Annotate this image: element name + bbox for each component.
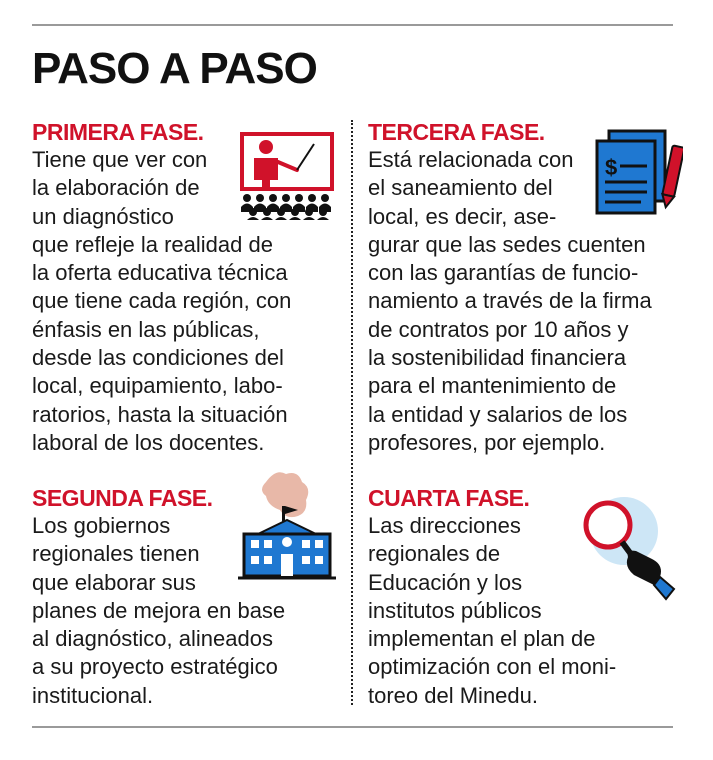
phase-text-line: regionales tienen (32, 541, 200, 567)
phase-text-line: Las direcciones (368, 513, 521, 538)
phase-text-line: al diagnóstico, alineados (32, 626, 273, 652)
phase-text-line: gurar que las sedes cuenten (368, 231, 646, 257)
phase-text-line: namiento a través de la firma (368, 288, 652, 314)
phase-text-line: la oferta educativa técnica (32, 260, 288, 286)
phase-text-line: el saneamiento del (368, 175, 553, 201)
page-title: PASO A PASO (32, 44, 317, 93)
contract-document-icon (591, 128, 683, 218)
phase-text-line: Tiene que ver con (32, 147, 208, 172)
phase-text-line: planes de mejora en base (32, 597, 286, 623)
phase-title: CUARTA FASE. (368, 485, 530, 511)
phase-text-line: la sostenibilidad financiera (368, 345, 627, 371)
phase-text-line: laboral de los docentes. (32, 429, 265, 455)
phase-text-line: local, es decir, ase- (368, 203, 557, 229)
phase-text-line: que elaborar sus (32, 569, 196, 595)
phase-text-line: con las garantías de funcio- (368, 260, 639, 286)
phase-text-line: profesores, por ejemplo. (368, 429, 606, 455)
phase-text-line: un diagnóstico (32, 203, 174, 229)
phase-text-line: Los gobiernos (32, 513, 171, 538)
bottom-rule (32, 726, 673, 728)
column-divider (351, 120, 353, 705)
phase-text-line: regionales de (368, 541, 501, 567)
phase-text-line: implementan el plan de (368, 626, 596, 652)
phase-text-line: institucional. (32, 682, 154, 708)
phase-text-line: a su proyecto estratégico (32, 654, 278, 680)
phase-text-line: institutos públicos (368, 597, 542, 623)
phase-text-line: local, equipamiento, labo- (32, 373, 283, 399)
phase-text-line: Educación y los (368, 569, 523, 595)
phase-text-line: optimización con el moni- (368, 654, 617, 680)
phase-text-line: que refleje la realidad de (32, 231, 273, 257)
phase-title: SEGUNDA FASE. (32, 485, 213, 511)
school-map-icon (236, 466, 338, 582)
phase-text-line: que tiene cada región, con (32, 288, 292, 314)
phase-text-line: de contratos por 10 años y (368, 316, 629, 342)
top-rule (32, 24, 673, 26)
teacher-classroom-icon (237, 132, 337, 220)
phase-text-line: énfasis en las públicas, (32, 316, 260, 342)
phase-text-line: para el mantenimiento de (368, 373, 617, 399)
phase-text-line: desde las condiciones del (32, 345, 284, 371)
svg-text:$: $ (605, 155, 618, 180)
phase-text-line: la elaboración de (32, 175, 200, 201)
phase-text-line: toreo del Minedu. (368, 682, 538, 708)
phase-title: PRIMERA FASE. (32, 119, 204, 145)
phase-text-line: la entidad y salarios de los (368, 401, 628, 427)
magnifier-hand-icon (574, 495, 678, 605)
phase-title: TERCERA FASE. (368, 119, 545, 145)
phase-text-line: ratorios, hasta la situación (32, 401, 288, 427)
phase-text-line: Está relacionada con (368, 147, 574, 172)
